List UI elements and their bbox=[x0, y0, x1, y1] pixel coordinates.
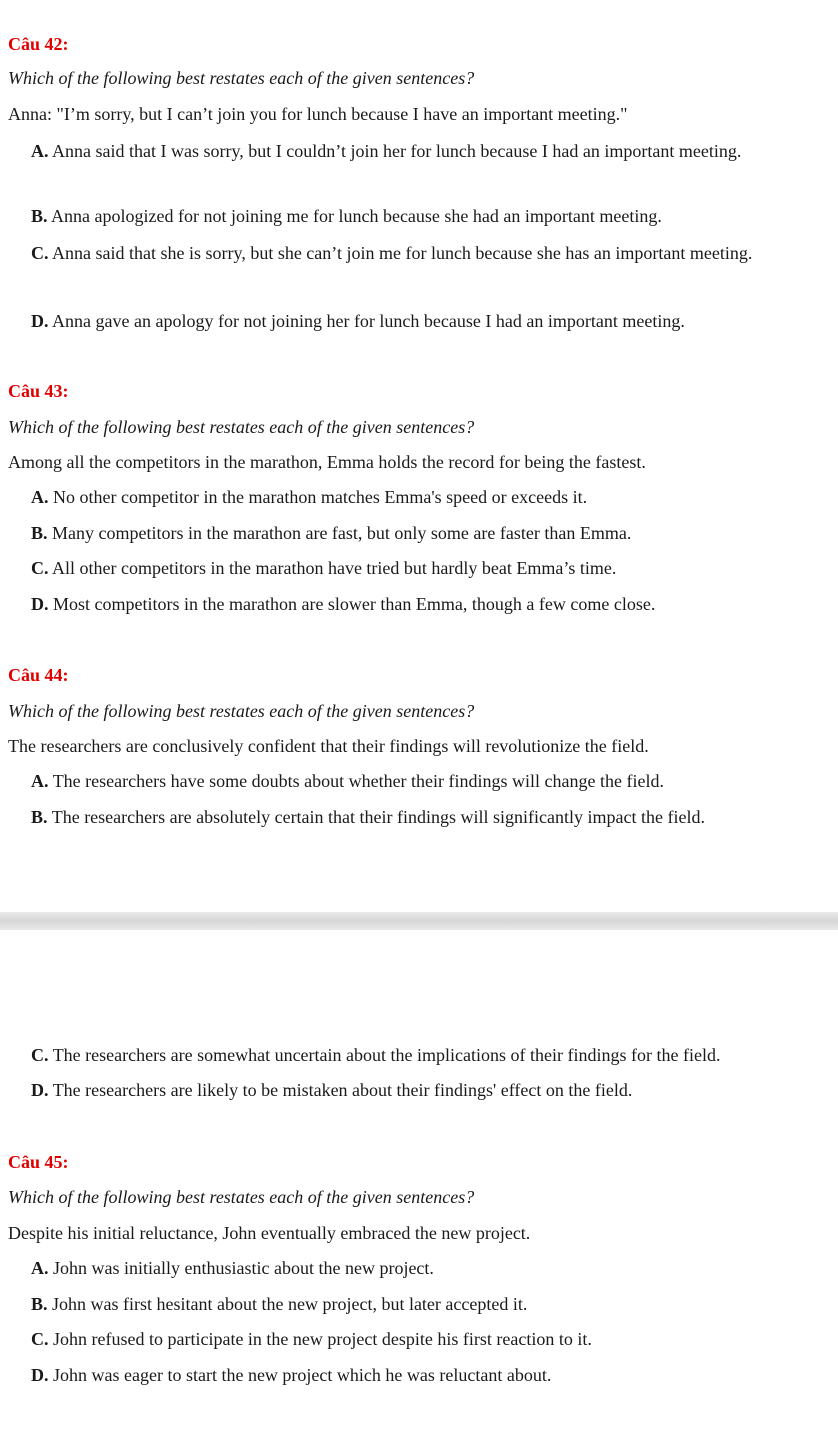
question-43-title: Câu 43: bbox=[8, 381, 69, 401]
option-letter: C. bbox=[31, 1045, 49, 1065]
option-text: John refused to participate in the new project despite his first reaction to it. bbox=[53, 1329, 592, 1349]
option-text: Many competitors in the marathon are fast, but only some are faster than Emma. bbox=[52, 523, 632, 543]
question-42-option-d bbox=[31, 311, 685, 332]
option-letter: C. bbox=[31, 1329, 49, 1349]
question-43-option-c bbox=[31, 558, 616, 579]
option-letter: C. bbox=[31, 558, 49, 578]
option-letter: B. bbox=[31, 206, 48, 226]
option-letter: A. bbox=[31, 771, 49, 791]
option-letter: D. bbox=[31, 1080, 49, 1100]
option-letter: A. bbox=[31, 141, 49, 161]
option-text: No other competitor in the marathon matches Emma's speed or exceeds it. bbox=[53, 487, 588, 507]
question-45-option-c bbox=[31, 1329, 592, 1350]
option-text: Most competitors in the marathon are slower than Emma, though a few come close. bbox=[53, 594, 656, 614]
question-43-option-d bbox=[31, 594, 655, 615]
document-page-bottom bbox=[0, 930, 838, 1437]
question-43-option-b bbox=[31, 523, 631, 544]
question-44-option-c bbox=[31, 1045, 720, 1066]
question-45-option-a bbox=[31, 1258, 434, 1279]
question-42-option-c bbox=[31, 237, 833, 269]
question-44-option-d bbox=[31, 1080, 632, 1101]
option-letter: D. bbox=[31, 1365, 49, 1385]
question-42-option-a bbox=[31, 135, 833, 167]
question-45-title: Câu 45: bbox=[8, 1152, 69, 1172]
question-45-stem: Despite his initial reluctance, John eventually embraced the new project. bbox=[8, 1223, 531, 1243]
option-text: The researchers are likely to be mistaken about their findings' effect on the field. bbox=[52, 1080, 633, 1100]
option-text: Anna apologized for not joining me for lunch because she had an important meeting. bbox=[51, 206, 662, 226]
question-45-option-d bbox=[31, 1365, 551, 1386]
question-43-prompt: Which of the following best restates each of the given sentences? bbox=[8, 417, 475, 437]
question-44-title: Câu 44: bbox=[8, 665, 69, 685]
option-letter: D. bbox=[31, 594, 49, 614]
question-45-prompt: Which of the following best restates each of the given sentences? bbox=[8, 1187, 475, 1207]
option-text: John was initially enthusiastic about the new project. bbox=[53, 1258, 434, 1278]
question-45-option-b bbox=[31, 1294, 527, 1315]
option-letter: B. bbox=[31, 1294, 48, 1314]
option-letter: B. bbox=[31, 523, 48, 543]
option-text: Anna said that I was sorry, but I couldn’t join her for lunch because I had an important meeting. bbox=[52, 141, 742, 161]
question-42-prompt: Which of the following best restates each of the given sentences? bbox=[8, 68, 475, 88]
option-text: Anna said that she is sorry, but she can’t join me for lunch because she has an important meeting. bbox=[52, 243, 753, 263]
option-letter: C. bbox=[31, 243, 49, 263]
question-44-prompt: Which of the following best restates each of the given sentences? bbox=[8, 701, 475, 721]
option-letter: B. bbox=[31, 807, 48, 827]
option-text: All other competitors in the marathon have tried but hardly beat Emma’s time. bbox=[52, 558, 617, 578]
option-letter: A. bbox=[31, 487, 49, 507]
option-text: John was eager to start the new project which he was reluctant about. bbox=[53, 1365, 552, 1385]
option-text: The researchers are absolutely certain that their findings will significantly impact the field. bbox=[51, 807, 705, 827]
option-text: Anna gave an apology for not joining her for lunch because I had an important meeting. bbox=[52, 311, 685, 331]
question-43-stem: Among all the competitors in the marathon, Emma holds the record for being the fastest. bbox=[8, 452, 646, 472]
option-text: The researchers have some doubts about whether their findings will change the field. bbox=[52, 771, 664, 791]
question-42-stem: Anna: "I’m sorry, but I can’t join you for lunch because I have an important meeting." bbox=[8, 104, 628, 124]
option-text: John was first hesitant about the new project, but later accepted it. bbox=[52, 1294, 528, 1314]
question-42-option-b bbox=[31, 206, 662, 227]
page-break-divider bbox=[0, 912, 838, 930]
question-44-stem: The researchers are conclusively confident that their findings will revolutionize the field. bbox=[8, 736, 649, 756]
question-42-title: Câu 42: bbox=[8, 34, 69, 54]
question-44-option-a bbox=[31, 771, 664, 792]
option-letter: D. bbox=[31, 311, 49, 331]
question-43-option-a bbox=[31, 487, 587, 508]
option-letter: A. bbox=[31, 1258, 49, 1278]
question-44-option-b bbox=[31, 807, 705, 828]
option-text: The researchers are somewhat uncertain about the implications of their findings for the field. bbox=[52, 1045, 721, 1065]
